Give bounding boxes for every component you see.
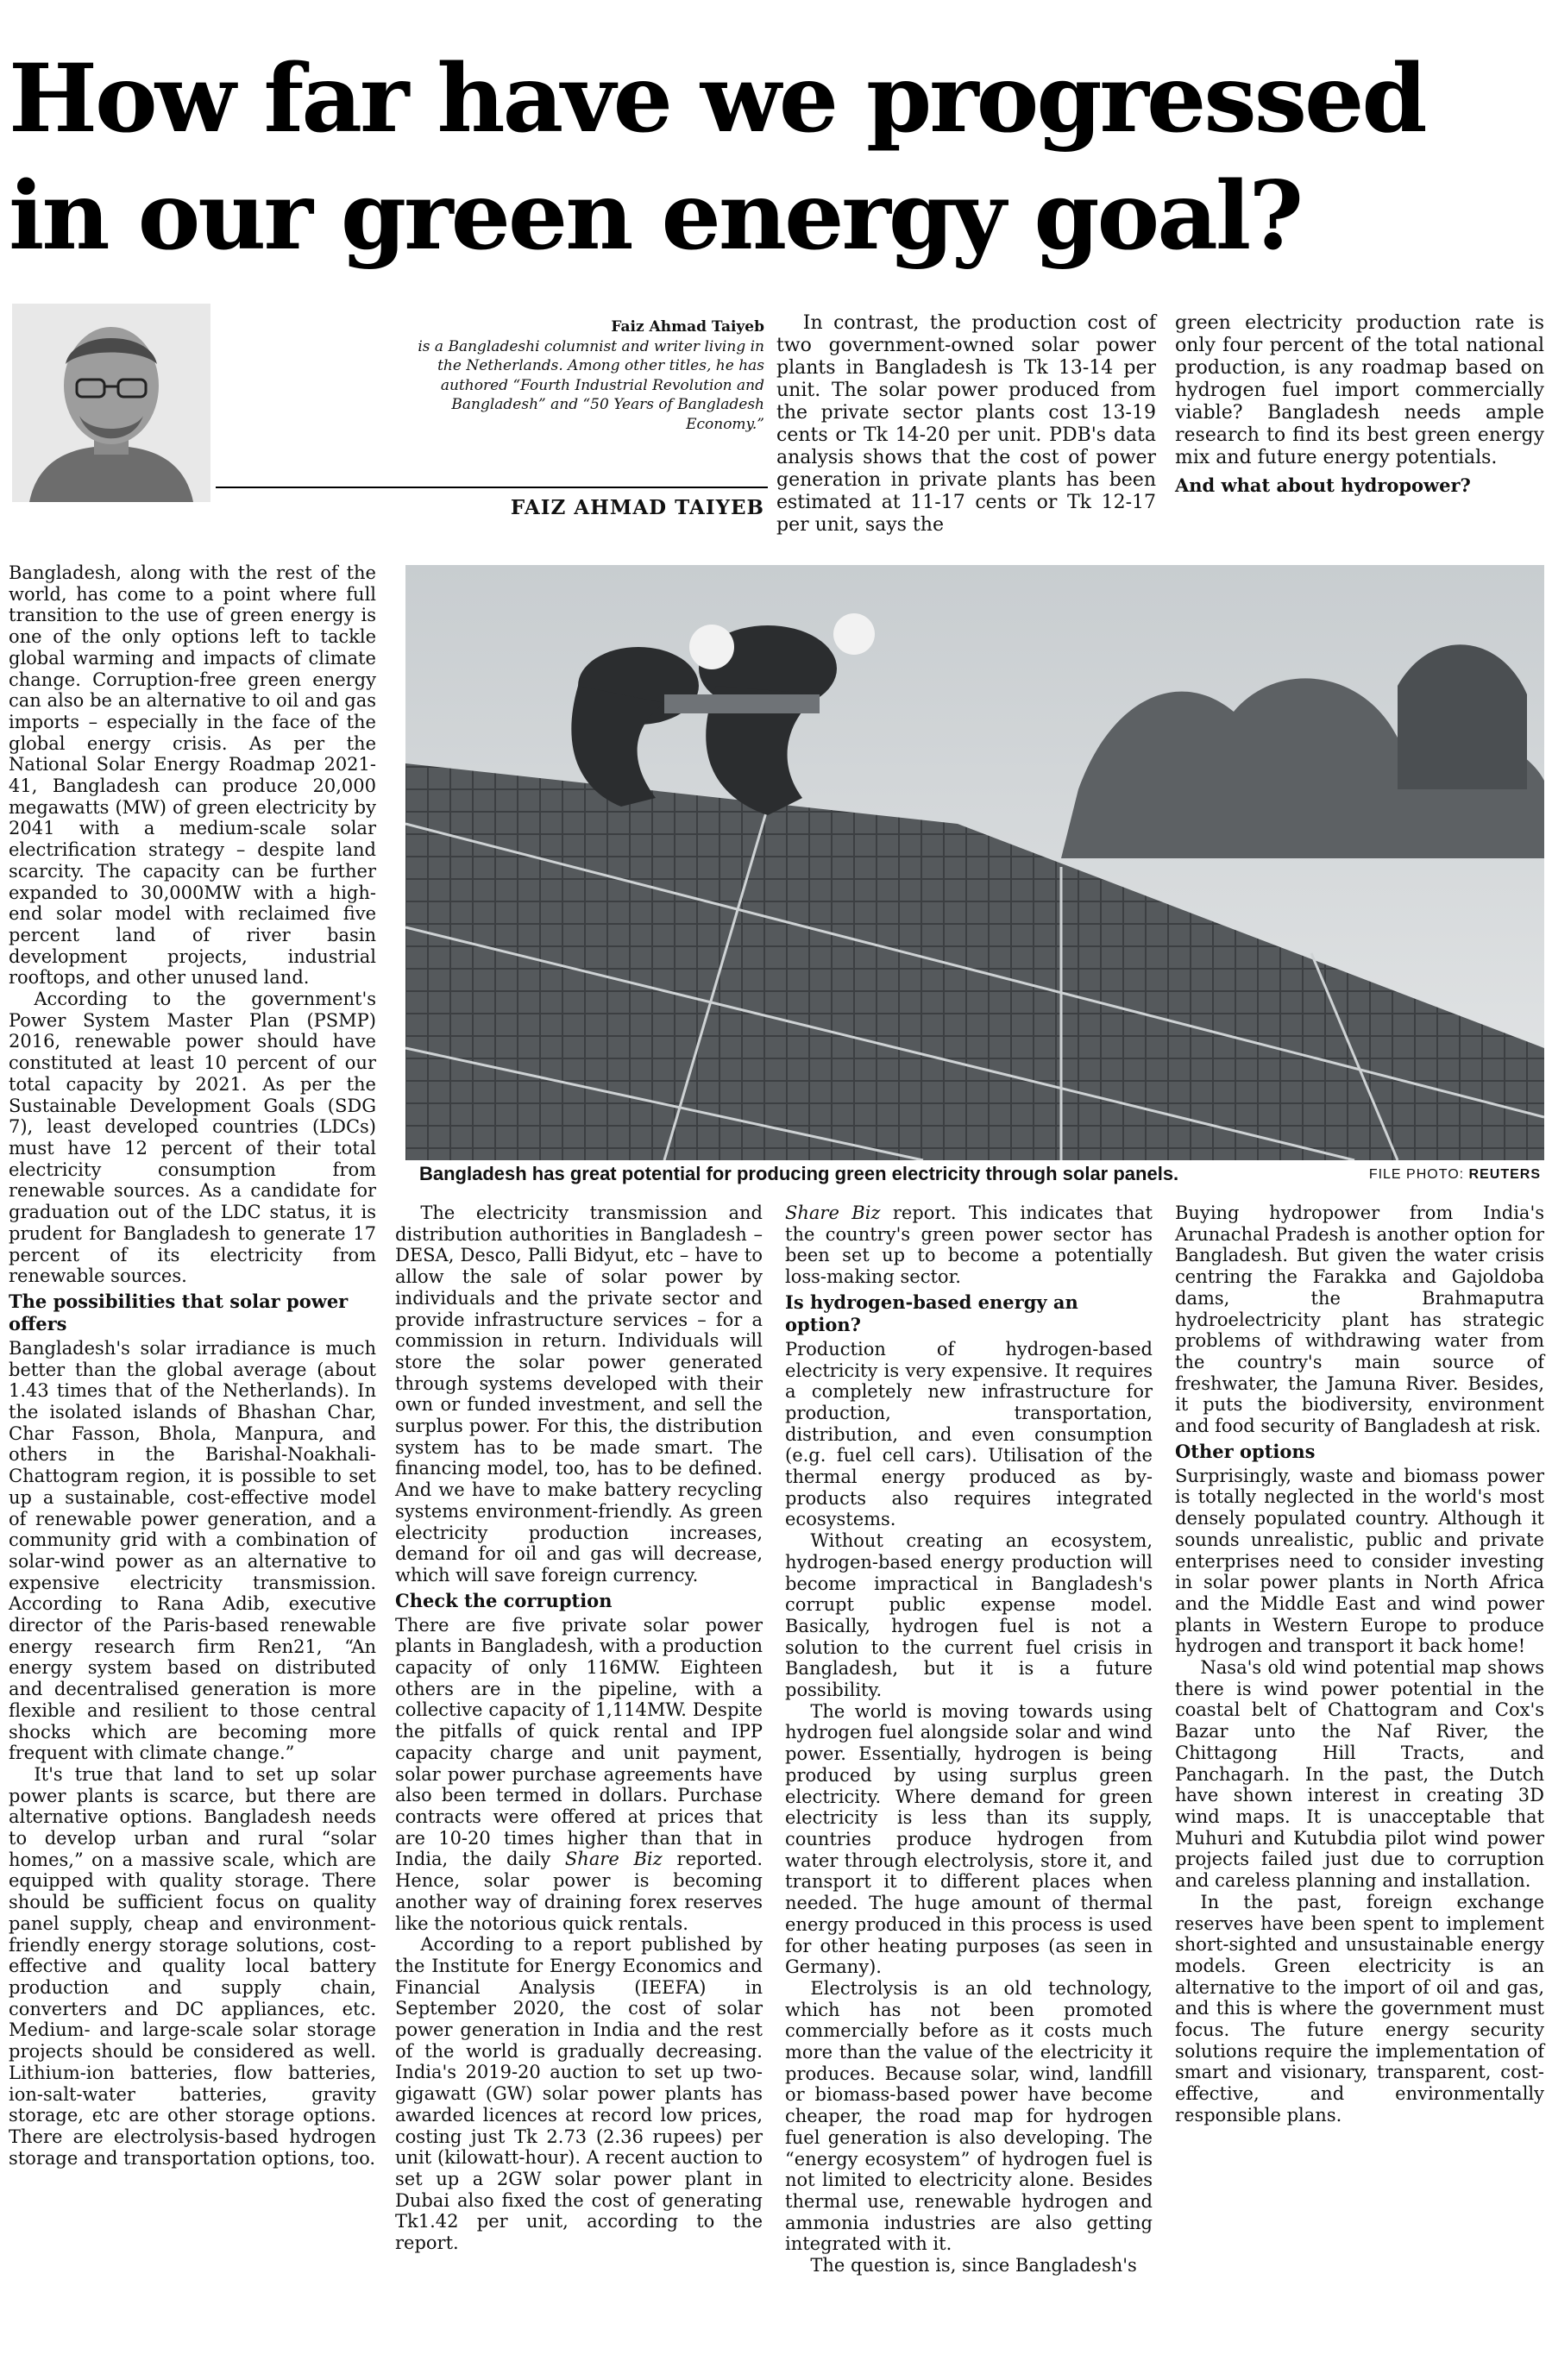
article-paragraph: Nasa's old wind potential map shows there is wind power potential in the coastal belt of Chattogram and Cox's Bazar unto the Naf River, the Chittagong Hill Tracts, and Panchagarh. In the past, the Dutch have shown interest in creating 3D wind maps. It is unacceptable that Muhuri and Kutubdia pilot wind power projects failed just due to corruption and careless planning and installation. [1175,1657,1544,1892]
article-paragraph: Buying hydropower from India's Arunachal Pradesh is another option for Bangladesh. But given the water crisis centring the Farakka and Gajoldoba dams, the Brahmaputra hydroelectricity plant has strategic problems of withdrawing water from the country's main source of freshwater, the Jamuna River. Besides, it puts the biodiversity, environment and food security of Bangladesh at risk. [1175,1203,1545,1437]
article-paragraph [395,1615,763,1935]
caption-text: Bangladesh has great potential for producing green electricity through solar panels. [419,1163,1179,1184]
article-paragraph: The question is, since Bangladesh's [810,2255,1137,2276]
publication-name: Share Biz [785,1203,881,1223]
author-photo [12,304,210,502]
article-photo [405,565,1544,1160]
article-paragraph: Surprisingly, waste and biomass power is totally neglected in the world's most densely populated country. Although it sounds unrealistic, public and private enterprises need to consider investing in solar power plants in North Africa and the Middle East and wind power plants in Western Europe to produce hydrogen and transport it back home! [1175,1465,1544,1657]
article-paragraph: Electrolysis is an old technology, which has not been promoted commercially before as it costs much more than the value of the electricity it produces. Because solar, wind, landfill or biomass-based power have become cheaper, the road map for hydrogen fuel generation is also developing. The “energy ecosystem” of hydrogen fuel is not limited to electricity alone. Besides thermal use, renewable hydrogen and ammonia industries are also getting integrated with it. [785,1977,1153,2255]
column-3 [785,1203,1153,2276]
publication-name: Share Biz [564,1849,663,1870]
article-paragraph: According to the government's Power System Master Plan (PSMP) 2016, renewable power should have constituted at least 10 percent of our total capacity by 2021. As per the Sustainable Development Goals (SDG 7), least developed countries (LDCs) must have 12 percent of their total electricity consumption from renewable sources. As a candidate for graduation out of the LDC status, it is prudent for Bangladesh to generate 17 percent of its electricity from renewable sources. [9,989,376,1287]
section-heading: Is hydrogen-based energy an option? [785,1290,1078,1335]
column-4 [1175,1203,1544,2126]
author-bio [405,317,764,434]
text-run: There are five private solar power plants in Bangladesh, with a production capacity of only 116MW. Eighteen others are in the pipeline, with a collective capacity of 1,114MW. Despite the pitfalls of quick rental and IPP capacity charge and unit payment, solar power purchase agreements have also been termed in dollars. Purchase contracts were offered at prices that are 10-20 times higher than that in India, the daily [395,1614,763,1870]
section-heading: The possibilities that solar power offers [9,1290,349,1334]
credit-source: REUTERS [1468,1167,1541,1182]
column-1 [9,562,376,2169]
byline-rule [216,487,768,488]
article-paragraph: In contrast, the production cost of two government-owned solar power plants in Bangladesh is Tk 13-14 per unit. The solar power produced from the private sector plants cost 13-19 cents or Tk 14-20 per unit. PDB's data analysis shows that the cost of power generation in private plants has been estimated at 11-17 cents or Tk 12-17 per unit, says the [776,312,1156,536]
column-2 [395,1203,763,2254]
top-column-2 [776,312,1156,537]
article-paragraph: It's true that land to set up solar power plants is scarce, but there are alternative options. Bangladesh needs to develop urban and rural “solar homes,” on a massive scale, which are equipped with quality storage. There should be sufficient focus on quality panel supply, cheap and environment-friendly energy storage solutions, cost-effective and quality local battery production and supply chain, converters and DC appliances, etc. Medium- and large-scale solar storage projects should be considered as well. Lithium-ion batteries, flow batteries, ion-salt-water batteries, gravity storage, etc are other storage options. There are electrolysis-based hydrogen storage and transportation options, too. [9,1763,376,2169]
text-run: report. This indicates that the country's green power sector has been set up to become a potentially loss-making sector. [785,1203,1153,1288]
article-paragraph: green electricity production rate is only four percent of the total national production, is any roadmap based on hydrogen fuel import commercially viable? Bangladesh needs ample research to find its best green energy mix and future energy potentials. [1175,312,1544,468]
article-paragraph: Bangladesh's solar irradiance is much better than the global average (about 1.43 times that of the Netherlands). In the isolated islands of Bhashan Char, Char Fasson, Bhola, Manpura, and others in the Barishal-Noakhali-Chattogram region, it is possible to set up a sustainable, cost-effective model of renewable power generation, and a community grid with a combination of solar-wind power as an alternative to expensive electricity transmission. According to Rana Adib, executive director of the Paris-based renewable energy research firm Ren21, “An energy system based on distributed and decentralised generation is more flexible and resilient to those central shocks which are becoming more frequent with climate change.” [9,1337,376,1764]
section-heading: Other options [1175,1440,1316,1462]
section-heading: Check the corruption [395,1589,613,1611]
byline: FAIZ AHMAD TAIYEB [510,496,764,519]
photo-caption [419,1161,1541,1187]
text-run: reported. Hence, solar power is becoming another way of draining forex reserves like the notorious quick rentals. [395,1849,763,1934]
article-paragraph: Without creating an ecosystem, hydrogen-based energy production will become impractical in Bangladesh's corrupt public expense model. Basically, hydrogen fuel is not a solution to the current fuel crisis in Bangladesh, but it is a future possibility. [785,1530,1153,1701]
author-name: Faiz Ahmad Taiyeb [611,318,764,336]
article-paragraph: In the past, foreign exchange reserves have been spent to implement short-sighted and unsustainable energy models. Green electricity is an alternative to the import of oil and gas, and this is where the government must focus. The future energy security solutions require the implementation of smart and visionary, transparent, cost-effective, and environmentally responsible plans. [1175,1891,1544,2126]
article-paragraph: Production of hydrogen-based electricity is very expensive. It requires a completely new infrastructure for production, transportation, distribution, and even consumption (e.g. fuel cell cars). Utilisation of the thermal energy produced as by-products also requires integrated ecosystems. [785,1338,1153,1530]
solar-panel-workers-image [405,565,1544,1160]
article-paragraph: The world is moving towards using hydrogen fuel alongside solar and wind power. Essentially, hydrogen is being produced by using surplus green electricity. Where demand for green electricity is less than its supply, countries produce hydrogen from water through electrolysis, store it, and transport it to different places when needed. The huge amount of thermal energy produced in this process is used for other heating purposes (as seen in Germany). [785,1700,1153,1978]
photo-credit [1369,1163,1541,1187]
article-paragraph [785,1203,1153,1288]
section-heading: And what about hydropower? [1175,474,1471,496]
headline: How far have we progressed in our green energy goal? [9,43,1425,271]
article-paragraph: Bangladesh, along with the rest of the world, has come to a point where full transition to the use of green energy is one of the only options left to tackle global warming and impacts of climate change. Corruption-free green energy can also be an alternative to oil and gas imports – especially in the face of the global energy crisis. As per the National Solar Energy Roadmap 2021-41, Bangladesh can produce 20,000 megawatts (MW) of green electricity by 2041 with a medium-scale solar electrification strategy – despite land scarcity. The capacity can be further expanded to 30,000MW with a high-end solar model with reclaimed five percent land of river basin development projects, industrial rooftops, and other unused land. [9,562,376,989]
author-bio-text: is a Bangladeshi columnist and writer living in the Netherlands. Among other titles, he has authored “Fourth Industrial Revolution and Bangladesh” and “50 Years of Bangladesh Economy.” [418,337,764,433]
author-portrait-image [12,304,210,502]
article-paragraph: According to a report published by the Institute for Energy Economics and Financial Analysis (IEEFA) in September 2020, the cost of solar power generation in India and the rest of the world is gradually decreasing. India's 2019-20 auction to set up two-gigawatt (GW) solar power plants has awarded licences at record low prices, costing just Tk 2.73 (2.36 rupees) per unit (kilowatt-hour). A recent auction to set up a 2GW solar power plant in Dubai also fixed the cost of generating Tk1.42 per unit, according to the report. [395,1934,763,2254]
top-column-3 [1175,312,1544,499]
article-paragraph: The electricity transmission and distribution authorities in Bangladesh – DESA, Desco, Palli Bidyut, etc – have to allow the sale of solar power by individuals and the private sector and provide infrastructure services – for a commission in return. Individuals will store the solar power generated through systems developed with their own or funded investment, and sell the surplus power. For this, the distribution system has to be made smart. The financing model, too, has to be defined. And we have to make battery recycling systems environment-friendly. As green electricity production increases, demand for oil and gas will decrease, which will save foreign currency. [395,1203,763,1586]
credit-label: FILE PHOTO: [1368,1167,1465,1182]
